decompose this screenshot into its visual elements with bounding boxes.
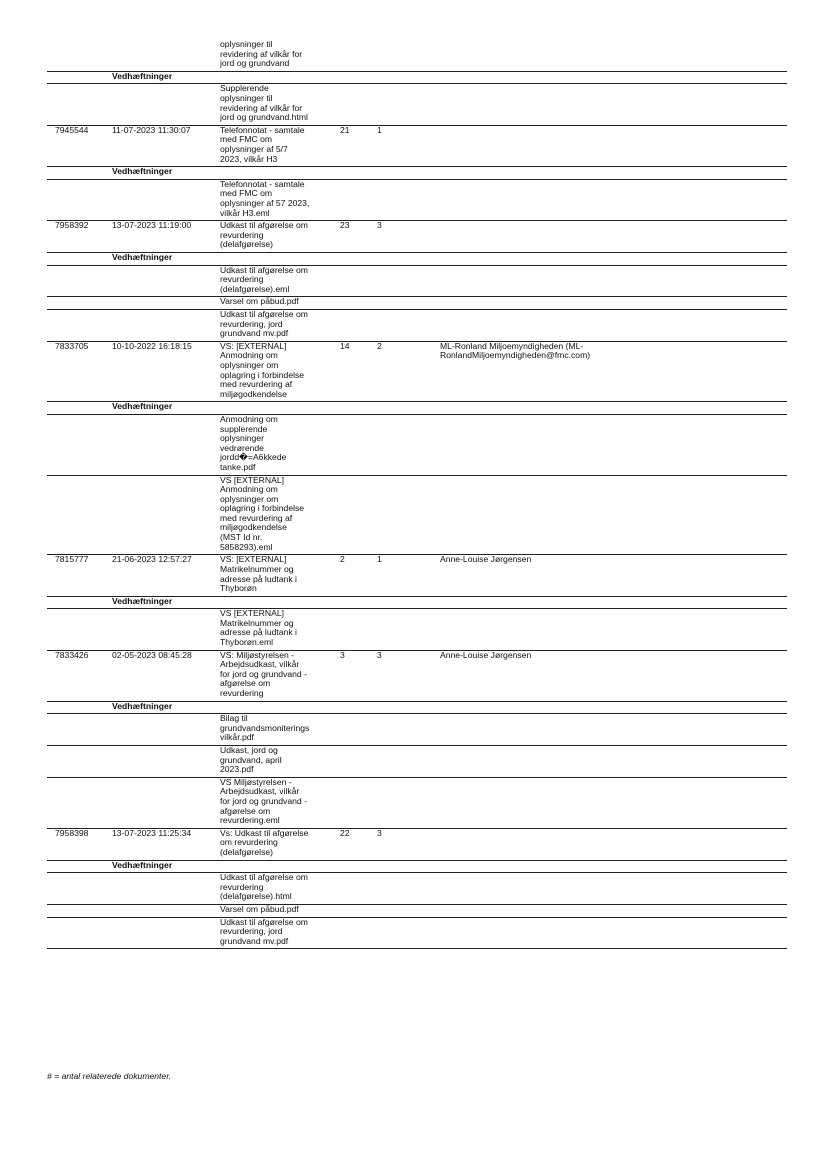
document-id: 7833426 [55, 649, 89, 660]
attachments-header-row [47, 253, 787, 266]
attachments-header-row [47, 72, 787, 85]
attachment-row [47, 905, 787, 918]
document-count: 21 [340, 124, 350, 135]
attachment-title[interactable]: Udkast, jord og grundvand, april 2023.pdf [220, 745, 282, 775]
document-title[interactable]: VS: [EXTERNAL] Anmodning om oplysninger om oplagring i forbindelse med revurdering af miljøgodkendelse [220, 340, 305, 399]
attachment-row [47, 714, 787, 746]
attachment-row [47, 40, 787, 72]
attachment-title[interactable]: oplysninger til revidering af vilkår for jord og grundvand [220, 39, 303, 69]
document-date: 02-05-2023 08:45:28 [112, 649, 192, 660]
document-count: 14 [340, 340, 350, 351]
attachment-row [47, 476, 787, 556]
attachments-header-row [47, 861, 787, 874]
document-related-count: 1 [377, 554, 382, 565]
document-related-count: 3 [377, 827, 382, 838]
document-date: 13-07-2023 11:25:34 [112, 827, 192, 838]
document-count: 2 [340, 554, 345, 565]
document-id: 7958398 [55, 827, 89, 838]
footnote: # = antal relaterede dokumenter. [47, 1071, 172, 1081]
attachment-title[interactable]: Anmodning om supplerende oplysninger vedrørende jordd�=A6kkede tanke.pdf [220, 413, 287, 472]
document-count: 23 [340, 220, 350, 231]
document-id: 7833705 [55, 340, 89, 351]
attachment-row [47, 84, 787, 125]
attachment-title[interactable]: Supplerende oplysninger til revidering af vilkår for jord og grundvand.html [220, 83, 308, 123]
attachment-title[interactable]: VS [EXTERNAL] Matrikelnummer og adresse på ludtank i Thyborøn.eml [220, 608, 297, 648]
attachment-title[interactable]: VS [EXTERNAL] Anmodning om oplysninger om oplagring i forbindelse med revurdering af miljøgodkendelse (MST Id nr. 5858293).eml [220, 474, 305, 552]
attachment-row [47, 778, 787, 829]
attachment-title[interactable]: Varsel om påbud.pdf [220, 296, 299, 307]
attachment-title[interactable]: Udkast til afgørelse om revurdering, jord grundvand mv.pdf [220, 916, 308, 946]
attachment-title[interactable]: Bilag til grundvandsmoniterings vilkår.pdf [220, 713, 310, 743]
document-row [47, 126, 787, 167]
document-date: 10-10-2022 16:18:15 [112, 340, 192, 351]
document-table [47, 40, 787, 949]
document-date: 13-07-2023 11:19:00 [112, 220, 192, 231]
document-count: 3 [340, 649, 345, 660]
document-sender: Anne-Louise Jørgensen [440, 554, 532, 565]
attachment-row [47, 415, 787, 476]
document-title[interactable]: Vs: Udkast til afgørelse om revurdering (delafgørelse) [220, 827, 309, 858]
document-row [47, 342, 787, 403]
document-title[interactable]: Telefonnotat - samtale med FMC om oplysninger af 5/7 2023, vilkår H3 [220, 124, 305, 164]
document-related-count: 3 [377, 220, 382, 231]
attachments-header-row [47, 597, 787, 610]
document-title[interactable]: Udkast til afgørelse om revurdering (delafgørelse) [220, 220, 308, 250]
attachment-row [47, 918, 787, 950]
attachment-row [47, 266, 787, 298]
document-related-count: 2 [377, 340, 382, 351]
attachments-label: Vedhæftninger [112, 166, 173, 177]
attachment-title[interactable]: Telefonnotat - samtale med FMC om oplysninger af 57 2023, vilkår H3.eml [220, 178, 310, 218]
document-related-count: 3 [377, 649, 382, 660]
document-date: 11-07-2023 11:30:07 [112, 124, 191, 135]
attachments-header-row [47, 167, 787, 180]
attachments-label: Vedhæftninger [112, 595, 173, 606]
attachments-header-row [47, 702, 787, 715]
document-row [47, 555, 787, 596]
attachment-title[interactable]: Udkast til afgørelse om revurdering, jord grundvand mv.pdf [220, 308, 308, 339]
attachment-row [47, 609, 787, 650]
attachment-title[interactable]: Udkast til afgørelse om revurdering (delafgørelse).html [220, 872, 308, 902]
attachment-title[interactable]: VS Miljøstyrelsen - Arbejdsudkast, vilkår for jord og grundvand - afgørelse om revurdering.eml [220, 776, 307, 826]
attachments-label: Vedhæftninger [112, 700, 173, 711]
attachment-title[interactable]: Varsel om påbud.pdf [220, 904, 299, 915]
document-id: 7958392 [55, 220, 89, 231]
attachment-row [47, 180, 787, 221]
document-related-count: 1 [377, 124, 382, 135]
attachments-label: Vedhæftninger [112, 70, 173, 81]
document-id: 7815777 [55, 554, 89, 565]
attachment-title[interactable]: Udkast til afgørelse om revurdering (delafgørelse).eml [220, 264, 308, 294]
attachment-row [47, 297, 787, 310]
attachments-label: Vedhæftninger [112, 401, 173, 412]
document-title[interactable]: VS: Miljøstyrelsen - Arbejdsudkast, vilkår for jord og grundvand - afgørelse om revurdering [220, 649, 307, 699]
document-row [47, 221, 787, 253]
document-title[interactable]: VS: [EXTERNAL] Matrikelnummer og adresse på ludtank i Thyborøn [220, 554, 297, 594]
attachments-label: Vedhæftninger [112, 859, 173, 870]
document-sender: ML-Ronland Miljoemyndigheden (ML- RonlandMiljoemyndigheden@fmc.com) [440, 340, 591, 361]
document-row [47, 829, 787, 861]
document-date: 21-06-2023 12:57:27 [112, 554, 192, 565]
attachments-header-row [47, 402, 787, 415]
document-count: 22 [340, 827, 350, 838]
document-row [47, 651, 787, 702]
attachment-row [47, 746, 787, 778]
attachment-row [47, 873, 787, 905]
attachment-row [47, 310, 787, 342]
document-sender: Anne-Louise Jørgensen [440, 649, 532, 660]
document-id: 7945544 [55, 124, 89, 135]
attachments-label: Vedhæftninger [112, 251, 173, 262]
